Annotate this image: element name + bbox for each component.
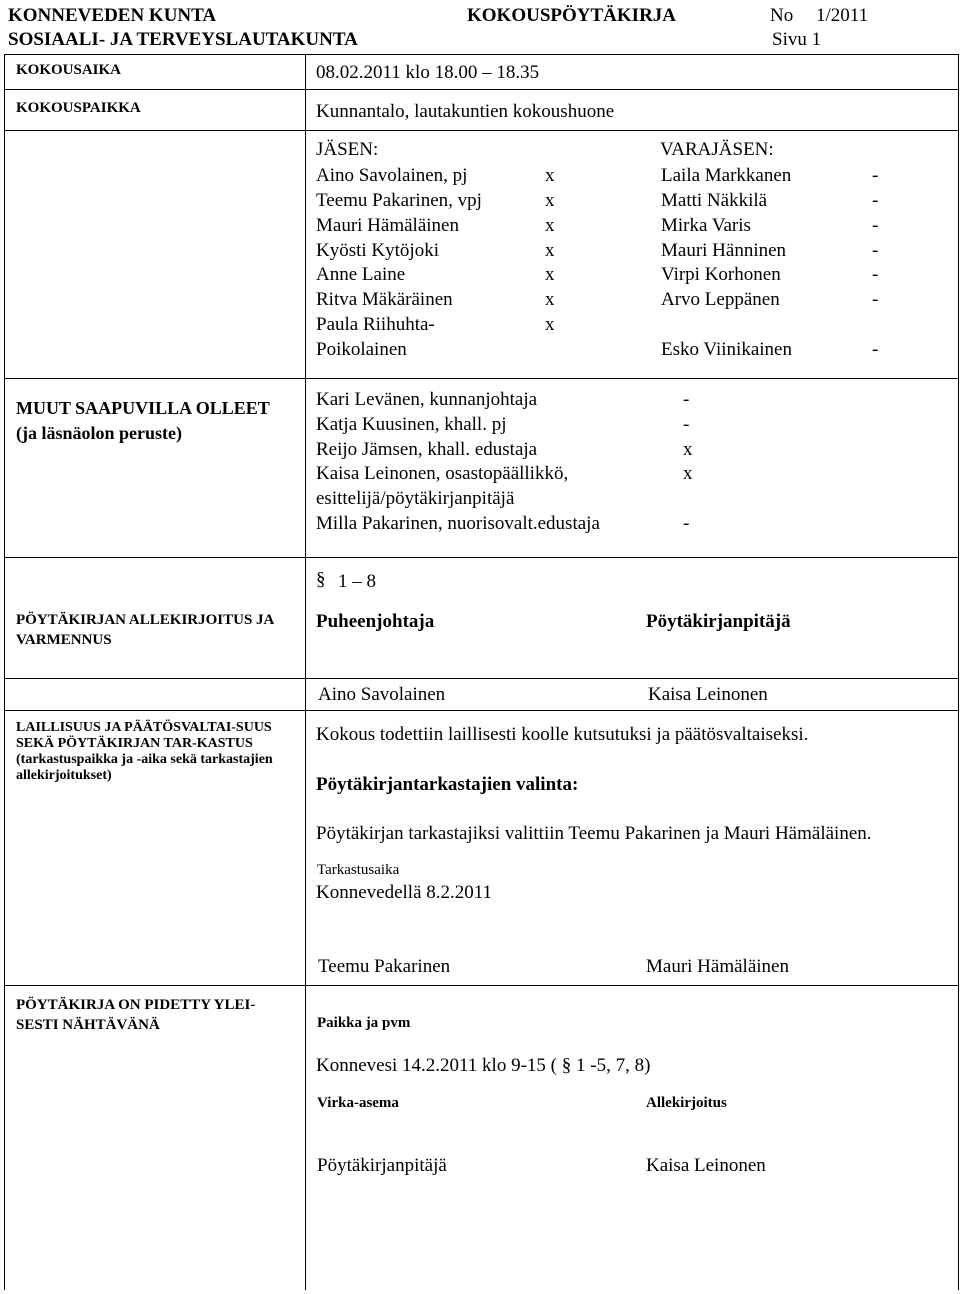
- attendee-name: Kari Levänen, kunnanjohtaja: [316, 389, 538, 410]
- section-range: 1 – 8: [338, 571, 376, 592]
- members-header: JÄSEN:: [316, 139, 379, 160]
- number-value: 1/2011: [816, 5, 869, 26]
- deputies-header: VARAJÄSEN:: [660, 139, 774, 160]
- chair-name: Aino Savolainen: [318, 684, 446, 705]
- inspectors-heading: Pöytäkirjantarkastajien valinta:: [316, 774, 579, 795]
- member-presence-mark: x: [545, 240, 555, 261]
- deputy-name: Virpi Korhonen: [661, 264, 781, 285]
- member-name: Ritva Mäkäräinen: [316, 289, 453, 310]
- page-number: Sivu 1: [772, 29, 822, 50]
- attendee-name: Katja Kuusinen, khall. pj: [316, 414, 507, 435]
- meeting-time-label: KOKOUSAIKA: [16, 62, 122, 78]
- member-name: Kyösti Kytöjoki: [316, 240, 439, 261]
- organization-name: KONNEVEDEN KUNTA: [8, 5, 217, 26]
- row-divider-signatures: [4, 678, 959, 679]
- deputy-name: Matti Näkkilä: [661, 190, 768, 211]
- frame-left-line: [4, 54, 5, 1290]
- attendee-presence-mark: x: [683, 439, 693, 460]
- check-time-label: Tarkastusaika: [317, 862, 400, 878]
- chair-title: Puheenjohtaja: [316, 611, 435, 632]
- document-type: KOKOUSPÖYTÄKIRJA: [467, 5, 677, 26]
- check-place-time: Konnevedellä 8.2.2011: [316, 882, 493, 903]
- attendee-name: Reijo Jämsen, khall. edustaja: [316, 439, 538, 460]
- deputy-name: Mirka Varis: [661, 215, 751, 236]
- attendee-name: esittelijä/pöytäkirjanpitäjä: [316, 488, 515, 509]
- member-presence-mark: x: [545, 264, 555, 285]
- attendee-presence-mark: -: [683, 513, 690, 534]
- signature-value: Kaisa Leinonen: [646, 1155, 766, 1176]
- member-presence-mark: x: [545, 165, 555, 186]
- frame-top-line: [4, 54, 959, 55]
- member-name: Anne Laine: [316, 264, 406, 285]
- member-name: Mauri Hämäläinen: [316, 215, 459, 236]
- row-divider-others: [4, 557, 959, 558]
- member-name: Poikolainen: [316, 339, 407, 360]
- number-label: No: [770, 5, 794, 26]
- attendee-presence-mark: -: [683, 389, 690, 410]
- secretary-title: Pöytäkirjanpitäjä: [646, 611, 791, 632]
- meeting-place-label: KOKOUSPAIKKA: [16, 100, 141, 116]
- signature-section-label: PÖYTÄKIRJAN ALLEKIRJOITUS JA VARMENNUS: [16, 612, 274, 648]
- deputy-name: Esko Viinikainen: [661, 339, 792, 360]
- member-name: Paula Riihuhta-: [316, 314, 435, 335]
- deputy-presence-mark: -: [872, 289, 879, 310]
- attendee-name: Milla Pakarinen, nuorisovalt.edustaja: [316, 513, 600, 534]
- deputy-presence-mark: -: [872, 190, 879, 211]
- row-divider-time: [4, 89, 959, 90]
- board-name: SOSIAALI- JA TERVEYSLAUTAKUNTA: [8, 29, 358, 50]
- frame-right-line: [958, 54, 959, 1290]
- meeting-place-value: Kunnantalo, lautakuntien kokoushuone: [316, 101, 615, 122]
- member-presence-mark: x: [545, 215, 555, 236]
- deputy-presence-mark: -: [872, 165, 879, 186]
- deputy-name: Laila Markkanen: [661, 165, 792, 186]
- row-divider-members: [4, 378, 959, 379]
- member-presence-mark: x: [545, 314, 555, 335]
- inspector-2-name: Mauri Hämäläinen: [646, 956, 789, 977]
- section-symbol: §: [316, 569, 326, 590]
- position-value: Pöytäkirjanpitäjä: [317, 1155, 447, 1176]
- inspectors-text: Pöytäkirjan tarkastajiksi valittiin Teemu Pakarinen ja Mauri Hämäläinen.: [316, 823, 872, 844]
- member-presence-mark: x: [545, 289, 555, 310]
- deputy-presence-mark: -: [872, 240, 879, 261]
- deputy-presence-mark: -: [872, 339, 879, 360]
- place-date-value: Konnevesi 14.2.2011 klo 9-15 ( § 1 -5, 7, 8): [316, 1055, 651, 1076]
- attendee-presence-mark: -: [683, 414, 690, 435]
- deputy-name: Mauri Hänninen: [661, 240, 787, 261]
- position-label: Virka-asema: [317, 1095, 399, 1111]
- column-divider: [305, 54, 306, 1290]
- deputy-name: Arvo Leppänen: [661, 289, 780, 310]
- attendee-presence-mark: x: [683, 463, 693, 484]
- legality-label: LAILLISUUS JA PÄÄTÖSVALTAI-SUUS SEKÄ PÖYTÄKIRJAN TAR-KASTUS (tarkastuspaikka ja -aika sekä tarkastajien allekirjoitukset): [16, 720, 273, 783]
- row-divider-legality: [4, 985, 959, 986]
- member-presence-mark: x: [545, 190, 555, 211]
- member-name: Teemu Pakarinen, vpj: [316, 190, 482, 211]
- secretary-name: Kaisa Leinonen: [648, 684, 768, 705]
- deputy-presence-mark: -: [872, 264, 879, 285]
- meeting-time-value: 08.02.2011 klo 18.00 – 18.35: [316, 62, 540, 83]
- deputy-presence-mark: -: [872, 215, 879, 236]
- attendee-name: Kaisa Leinonen, osastopäällikkö,: [316, 463, 569, 484]
- row-divider-place: [4, 130, 959, 131]
- public-display-label: PÖYTÄKIRJA ON PIDETTY YLEI-SESTI NÄHTÄVÄNÄ: [16, 997, 256, 1033]
- member-name: Aino Savolainen, pj: [316, 165, 468, 186]
- signature-label: Allekirjoitus: [646, 1095, 727, 1111]
- place-date-label: Paikka ja pvm: [317, 1015, 411, 1031]
- legality-statement: Kokous todettiin laillisesti koolle kutsutuksi ja päätösvaltaiseksi.: [316, 724, 809, 745]
- others-label: MUUT SAAPUVILLA OLLEET (ja läsnäolon peruste): [16, 398, 270, 443]
- inspector-1-name: Teemu Pakarinen: [318, 956, 451, 977]
- row-divider-signature-names: [4, 710, 959, 711]
